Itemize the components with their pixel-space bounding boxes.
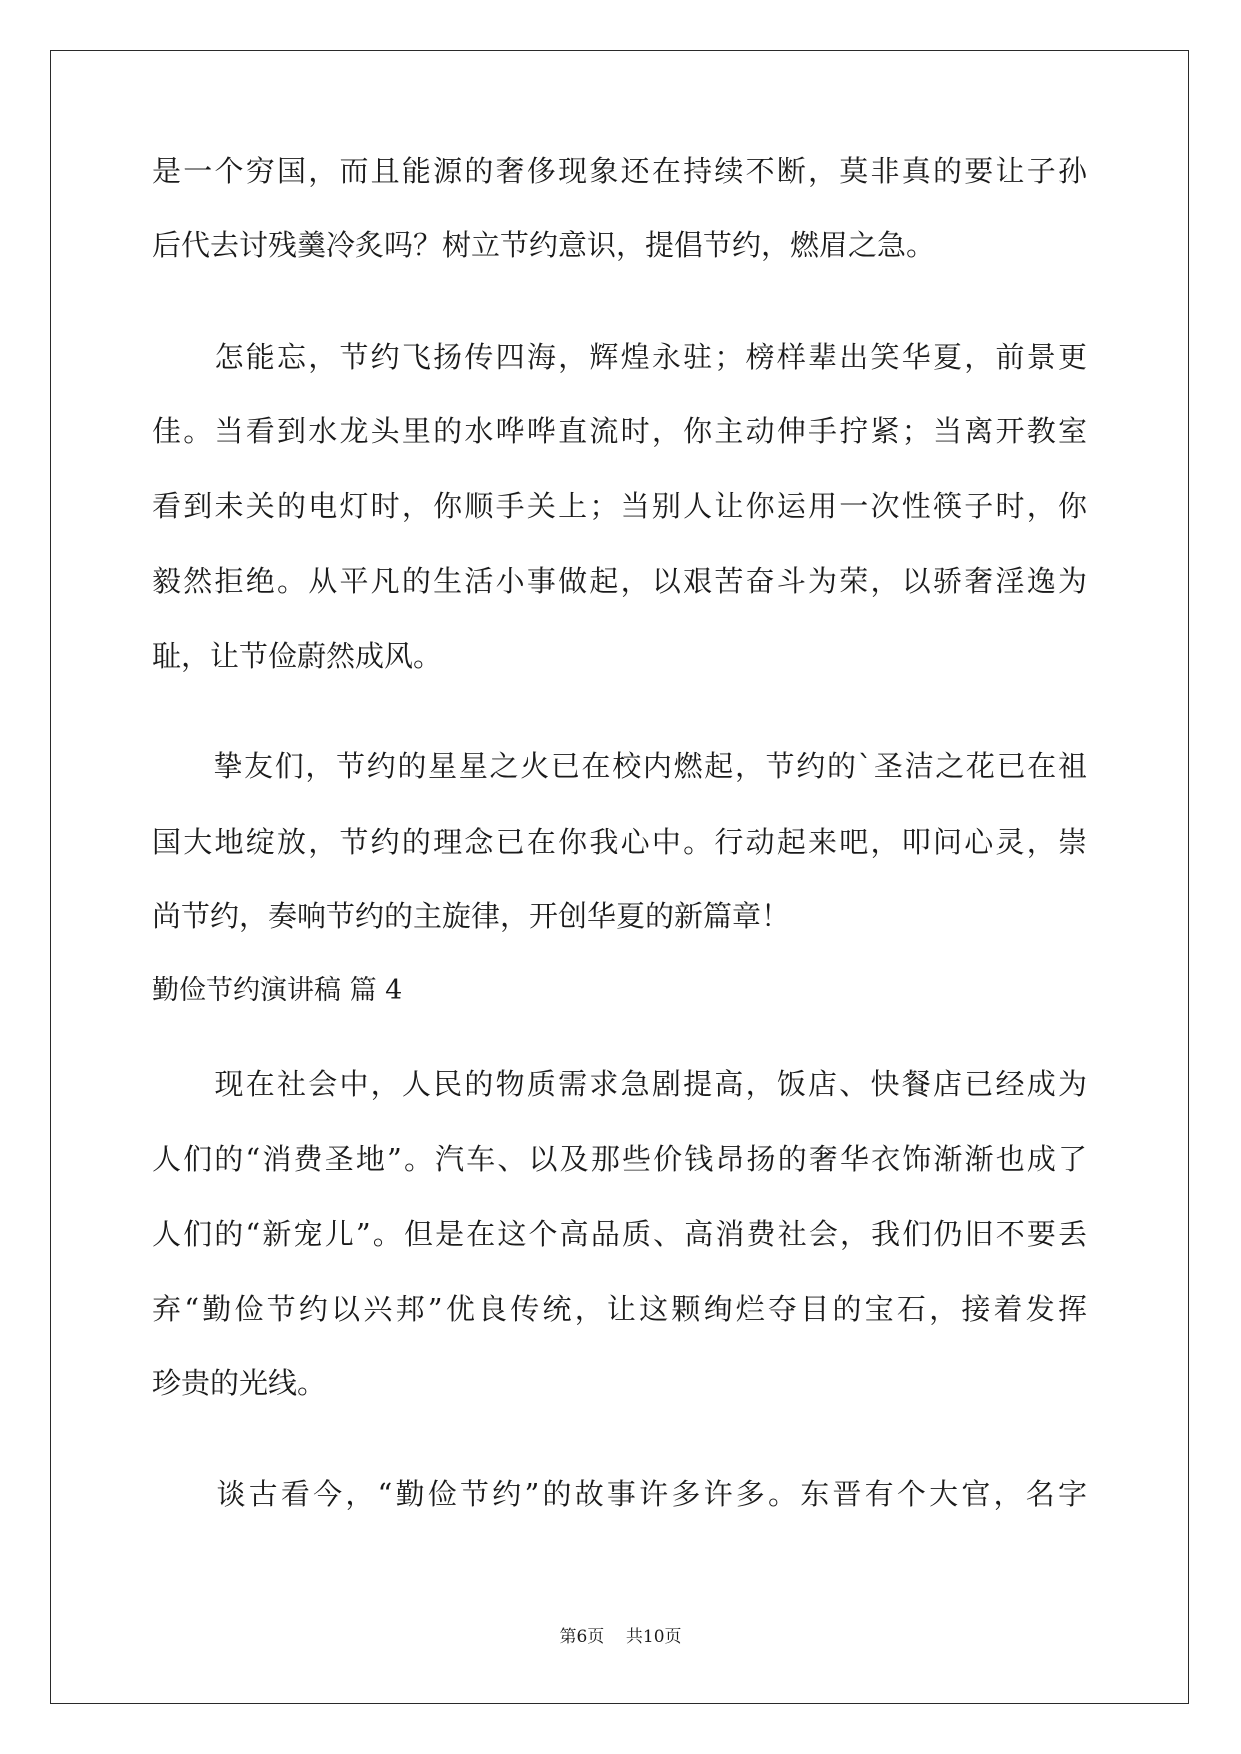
text-line: 看到未关的电灯时，你顺手关上；当别人让你运用一次性筷子时，你 — [152, 489, 1087, 523]
text-line: 尚节约，奏响节约的主旋律，开创华夏的新篇章！ — [152, 899, 791, 933]
text-line: 后代去讨残羹冷炙吗？树立节约意识，提倡节约，燃眉之急。 — [152, 228, 936, 262]
text-line: 弃“勤俭节约以兴邦”优良传统，让这颗绚烂夺目的宝石，接着发挥 — [152, 1292, 1087, 1326]
text-line: 现在社会中，人民的物质需求急剧提高，饭店、快餐店已经成为 — [152, 1067, 1087, 1101]
text-line: 珍贵的光线。 — [152, 1366, 327, 1400]
page-border — [50, 50, 1189, 1704]
text-line: 是一个穷国，而且能源的奢侈现象还在持续不断，莫非真的要让子孙 — [152, 154, 1087, 188]
text-line: 人们的“新宠儿”。但是在这个高品质、高消费社会，我们仍旧不要丢 — [152, 1217, 1087, 1251]
text-line: 怎能忘，节约飞扬传四海，辉煌永驻；榜样辈出笑华夏，前景更 — [152, 340, 1087, 374]
text-line: 佳。当看到水龙头里的水哗哗直流时，你主动伸手拧紧；当离开教室 — [152, 414, 1087, 448]
text-line: 挚友们，节约的星星之火已在校内燃起，节约的`圣洁之花已在祖 — [152, 749, 1087, 783]
text-line: 耻，让节俭蔚然成风。 — [152, 639, 443, 673]
page-footer — [0, 1625, 1241, 1649]
section-heading: 勤俭节约演讲稿 篇 4 — [152, 975, 403, 1006]
page-number: 第6页 — [559, 1627, 605, 1647]
text-line: 毅然拒绝。从平凡的生活小事做起，以艰苦奋斗为荣，以骄奢淫逸为 — [152, 564, 1087, 598]
text-line: 人们的“消费圣地”。汽车、以及那些价钱昂扬的奢华衣饰渐渐也成了 — [152, 1142, 1087, 1176]
text-line: 谈古看今，“勤俭节约”的故事许多许多。东晋有个大官，名字 — [152, 1477, 1087, 1511]
text-line: 国大地绽放，节约的理念已在你我心中。行动起来吧，叩问心灵，崇 — [152, 825, 1087, 859]
page-total: 共10页 — [625, 1627, 682, 1647]
